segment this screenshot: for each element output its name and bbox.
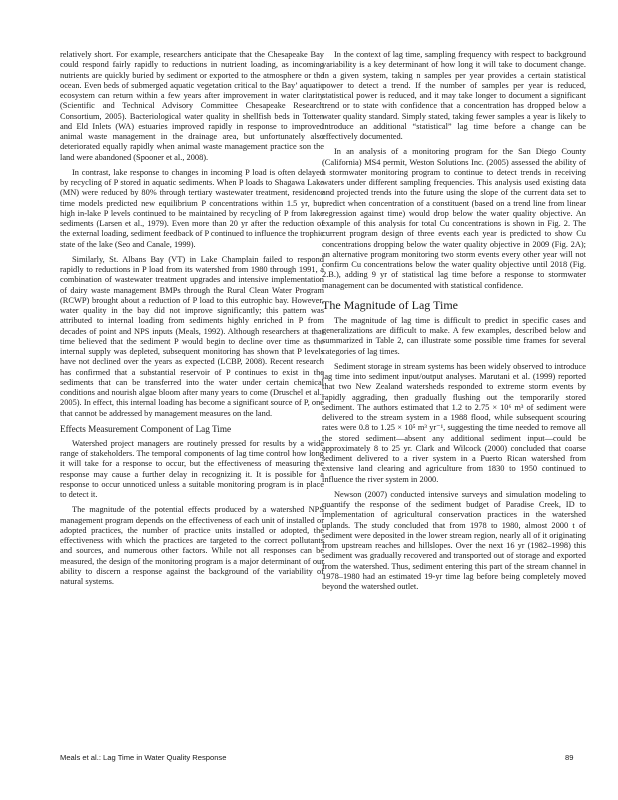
- left-column: [60, 50, 324, 592]
- left-paragraph-1: relatively short. For example, researchers anticipate that the Chesapeake Bay could respond fairly rapidly to reductions in nutrient loading, as incoming nutrients are quickly buried by sediment or exported to the atmosphere or the ocean. Even beds of submerged aquatic vegetation critical to the Bay’ aquatic ecosystem can return within a few years after improvement in water clarity (Scientific and Technical Advisory Committee Chesapeake Research Consortium, 2005). Bacteriological water quality in shellfish beds in Totten and Eld Inlets (WA) estuaries improved rapidly in response to improved animal waste management in the drainage area, but unfortunately also deteriorated equally rapidly when animal waste management practice son the land were abandoned (Spooner et al., 2008).: [60, 50, 324, 162]
- left-paragraph-3: Similarly, St. Albans Bay (VT) in Lake Champlain failed to respond rapidly to reductions in P load from its watershed from 1980 through 1991, a combination of wastewater treatment upgrades and intensive implementation of dairy waste management BMPs through the Rural Clean Water Program (RCWP) brought about a reduction of P load to this eutrophic bay. However, water quality in the bay did not improve significantly; this pattern was attributed to internal loading from sediments highly enriched in P from decades of point and NPS inputs (Meals, 1992). Although researchers at that time believed that the sediment P would begin to decline over time as the internal supply was depleted, subsequent monitoring has shown that P levels have not declined over the years as expected (LCBP, 2008). Recent research has confirmed that a substantial reservoir of P continues to exist in the sediments that can be transferred into the water under certain chemical conditions and nourish algae bloom after many years to come (Druschel et al., 2005). In effect, this internal loading has become a significant source of P, one that cannot be addressed by management measures on the land.: [60, 254, 324, 418]
- left-paragraph-5: The magnitude of the potential effects produced by a watershed NPS management program depends on the effectiveness of each unit of installed or adopted practices, the number of practice units installed or adopted, the effectiveness with which the practices are targeted to the correct pollutants and sources, and numerous other factors. While not all responses can be measured, the design of the monitoring program is a major determinant of our ability to discern a response against the background of the variability of natural systems.: [60, 505, 324, 586]
- right-paragraph-1: In the context of lag time, sampling frequency with respect to background variability is a key determinant of how long it will take to document change. In a given system, taking n samples per year provides a certain statistical power to detect a trend. If the number of samples per year is reduced, statistical power is reduced, and it may take longer to document a significant trend or to state with confidence that a concentration has dropped below a water quality standard. Simply stated, taking fewer samples a year is likely to introduce an additional “statistical” lag time before a change can be effectively documented.: [322, 50, 586, 141]
- subheading-effects-measurement: Effects Measurement Component of Lag Time: [60, 423, 232, 434]
- right-paragraph-4: Sediment storage in stream systems has been widely observed to introduce lag time into sediment input/output analyses. Marutani et al. (1999) reported that two New Zealand watersheds responded to extreme storm events by rapidly aggrading, then gradually flushing out the temporarily stored sediment. The authors estimated that 1.2 to 2.75 × 10⁶ m³ of sediment were delivered to the stream system in a 1988 flood, while subsequent scouring rates were 0.8 to 1.25 × 10⁵ m³ yr⁻¹, suggesting the time needed to remove all the stored sediment—absent any additional sediment input—could be approximately 8 to 25 yr. Clark and Wilcock (2000) concluded that coarse sediment delivered to a river system in a Puerto Rican watershed from extensive land clearing and agriculture from 1830 to 1950 continued to influence the river system in 2000.: [322, 361, 586, 484]
- left-paragraph-4: Watershed project managers are routinely pressed for results by a wide range of stakeholders. The temporal components of lag time control how long it will take for a response to occur, but the effectiveness of measuring the response may cause a further delay in recognizing it. It is possible for a response to occur unnoticed unless a suitable monitoring program is in place to detect it.: [60, 438, 324, 499]
- right-paragraph-2: In an analysis of a monitoring program for the San Diego County (California) MS4 permit, Weston Solutions Inc. (2005) assessed the ability of a stormwater monitoring program to continue to detect trends in receiving waters under different sampling frequencies. This analysis used existing data and projected trends into the future using the slope of the current data set to predict when concentration of a constituent (based on a trend line from linear regression against time) would drop below the water quality objective. An example of this analysis for total Cu concentrations is shown in Fig. 2. The current program design of three events each year is predicted to show Cu concentrations dropping below the water quality objective in 2009 (Fig. 2A); an alternative program monitoring two storm events every other year will not confirm Cu concentrations below the water quality objective until 2018 (Fig. 2.B.), adding 9 yr of statistical lag time before a response to stormwater management can be documented with statistical confidence.: [322, 147, 586, 290]
- right-paragraph-3: The magnitude of lag time is difficult to predict in specific cases and generalizations are difficult to make. A few examples, described below and summarized in Table 2, can illustrate some possible time frames for several categories of lag times.: [322, 315, 586, 356]
- left-paragraph-2: In contrast, lake response to changes in incoming P load is often delayed by recycling of P stored in aquatic sediments. When P loads to Shagawa Lake (MN) were reduced by 80% through tertiary wastewater treatment, residence time models predicted new equilibrium P concentrations within 1.5 yr, but high in-lake P levels continued to be maintained by recycling of P from lake sediments (Larsen et al., 1979). Even more than 20 yr after the reduction of the external loading, sediment feedback of P continued to influence the trophic state of the lake (Seo and Canale, 1999).: [60, 167, 324, 249]
- section-heading-magnitude: The Magnitude of Lag Time: [322, 297, 458, 312]
- right-column: [322, 50, 586, 597]
- right-paragraph-5: Newson (2007) conducted intensive surveys and simulation modeling to quantify the response of the sediment budget of Paradise Creek, ID to implementation of agricultural conservation practices in the watershed uplands. The study concluded that from 1978 to 1980, almost 2000 t of sediment were deposited in the lower stream region, nearly all of it originating from upstream reaches and hillslopes. Over the next 16 yr (1982–1998) this sediment was gradually recovered and transported out of storage and exported from the watershed. Thus, sediment entering this part of the stream channel in 1978–1980 had an estimated 19-yr time lag before being completely moved beyond the watershed outlet.: [322, 489, 586, 591]
- footer-citation: Meals et al.: Lag Time in Water Quality Response: [60, 753, 227, 762]
- page-number: 89: [565, 753, 574, 762]
